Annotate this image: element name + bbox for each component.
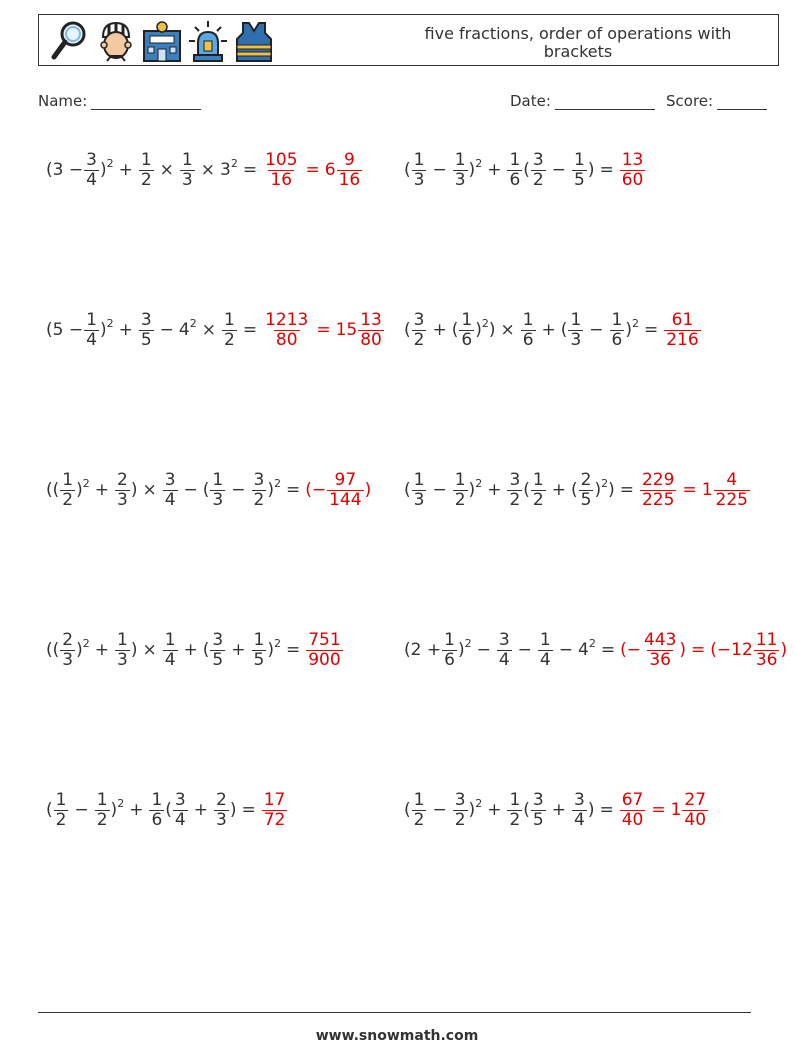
problem-6: ( $\frac{1}{3}$ − $\frac{1}{2}$ )$^2$ + $\frac{3}{2}$ ( $\frac{1}{2}$ + ( $\frac{2}{5}$ )$^2$) = $\frac{229}{225}$ = 1 $\frac{4}{225}$ xyxy=(404,469,748,510)
score-label: Score: xyxy=(666,92,714,110)
name-blank xyxy=(91,93,201,110)
police-vest-icon xyxy=(233,19,275,63)
magnifier-icon xyxy=(49,19,91,63)
problem-1: (3 − $\frac{3}{4}$ )$^2$ + $\frac{1}{2}$ × $\frac{1}{3}$ × $3^2$ = $\frac{105}{16}$ = 6 $\frac{9}{16}$ xyxy=(46,149,361,190)
problem-3: (5 − $\frac{1}{4}$ )$^2$ + $\frac{3}{5}$ − $4^2$ × $\frac{1}{2}$ = $\frac{1213}{80}$ = 15 $\frac{13}{80}$ xyxy=(46,309,382,350)
prisoner-icon xyxy=(95,19,137,63)
worksheet-title: five fractions, order of operations with brackets xyxy=(424,24,732,61)
problem-5: (( $\frac{1}{2}$ )$^2$ + $\frac{2}{3}$ ) × $\frac{3}{4}$ − ( $\frac{1}{3}$ − $\frac{3}{2}$ )$^2$ = (− $\frac{97}{144}$ ) xyxy=(46,469,372,510)
footer-divider xyxy=(38,1012,751,1013)
name-field xyxy=(38,92,201,110)
score-field xyxy=(666,92,767,110)
problem-2: ( $\frac{1}{3}$ − $\frac{1}{3}$ )$^2$ + $\frac{1}{6}$ ( $\frac{3}{2}$ − $\frac{1}{5}$ ) = $\frac{13}{60}$ xyxy=(404,149,644,190)
police-station-icon xyxy=(141,19,183,63)
date-field xyxy=(510,92,655,110)
name-label: Name: xyxy=(38,92,88,110)
problem-4: ( $\frac{3}{2}$ + ( $\frac{1}{6}$ )$^2$) × $\frac{1}{6}$ + ( $\frac{1}{3}$ − $\frac{1}{6}$ )$^2$ = $\frac{61}{216}$ xyxy=(404,309,699,350)
problem-7: (( $\frac{2}{3}$ )$^2$ + $\frac{1}{3}$ ) × $\frac{1}{4}$ + ( $\frac{3}{5}$ + $\frac{1}{5}$ )$^2$ = $\frac{751}{900}$ xyxy=(46,629,341,670)
problem-8: (2 + $\frac{1}{6}$ )$^2$ − $\frac{3}{4}$ − $\frac{1}{4}$ − $4^2$ = (− $\frac{443}{36}$ ) = (−12 $\frac{11}{36}$ ) xyxy=(404,629,788,670)
score-blank xyxy=(717,93,767,110)
problem-9: ( $\frac{1}{2}$ − $\frac{1}{2}$ )$^2$ + $\frac{1}{6}$ ( $\frac{3}{4}$ + $\frac{2}{3}$ ) = $\frac{17}{72}$ xyxy=(46,789,286,830)
footer-site-link[interactable]: www.snowmath.com xyxy=(315,1028,479,1044)
worksheet-header xyxy=(38,14,779,66)
date-blank xyxy=(555,93,655,110)
date-label: Date: xyxy=(510,92,551,110)
header-icons xyxy=(49,19,275,63)
siren-icon xyxy=(187,19,229,63)
problem-10: ( $\frac{1}{2}$ − $\frac{3}{2}$ )$^2$ + $\frac{1}{2}$ ( $\frac{3}{5}$ + $\frac{3}{4}$ ) = $\frac{67}{40}$ = 1 $\frac{27}{40}$ xyxy=(404,789,707,830)
